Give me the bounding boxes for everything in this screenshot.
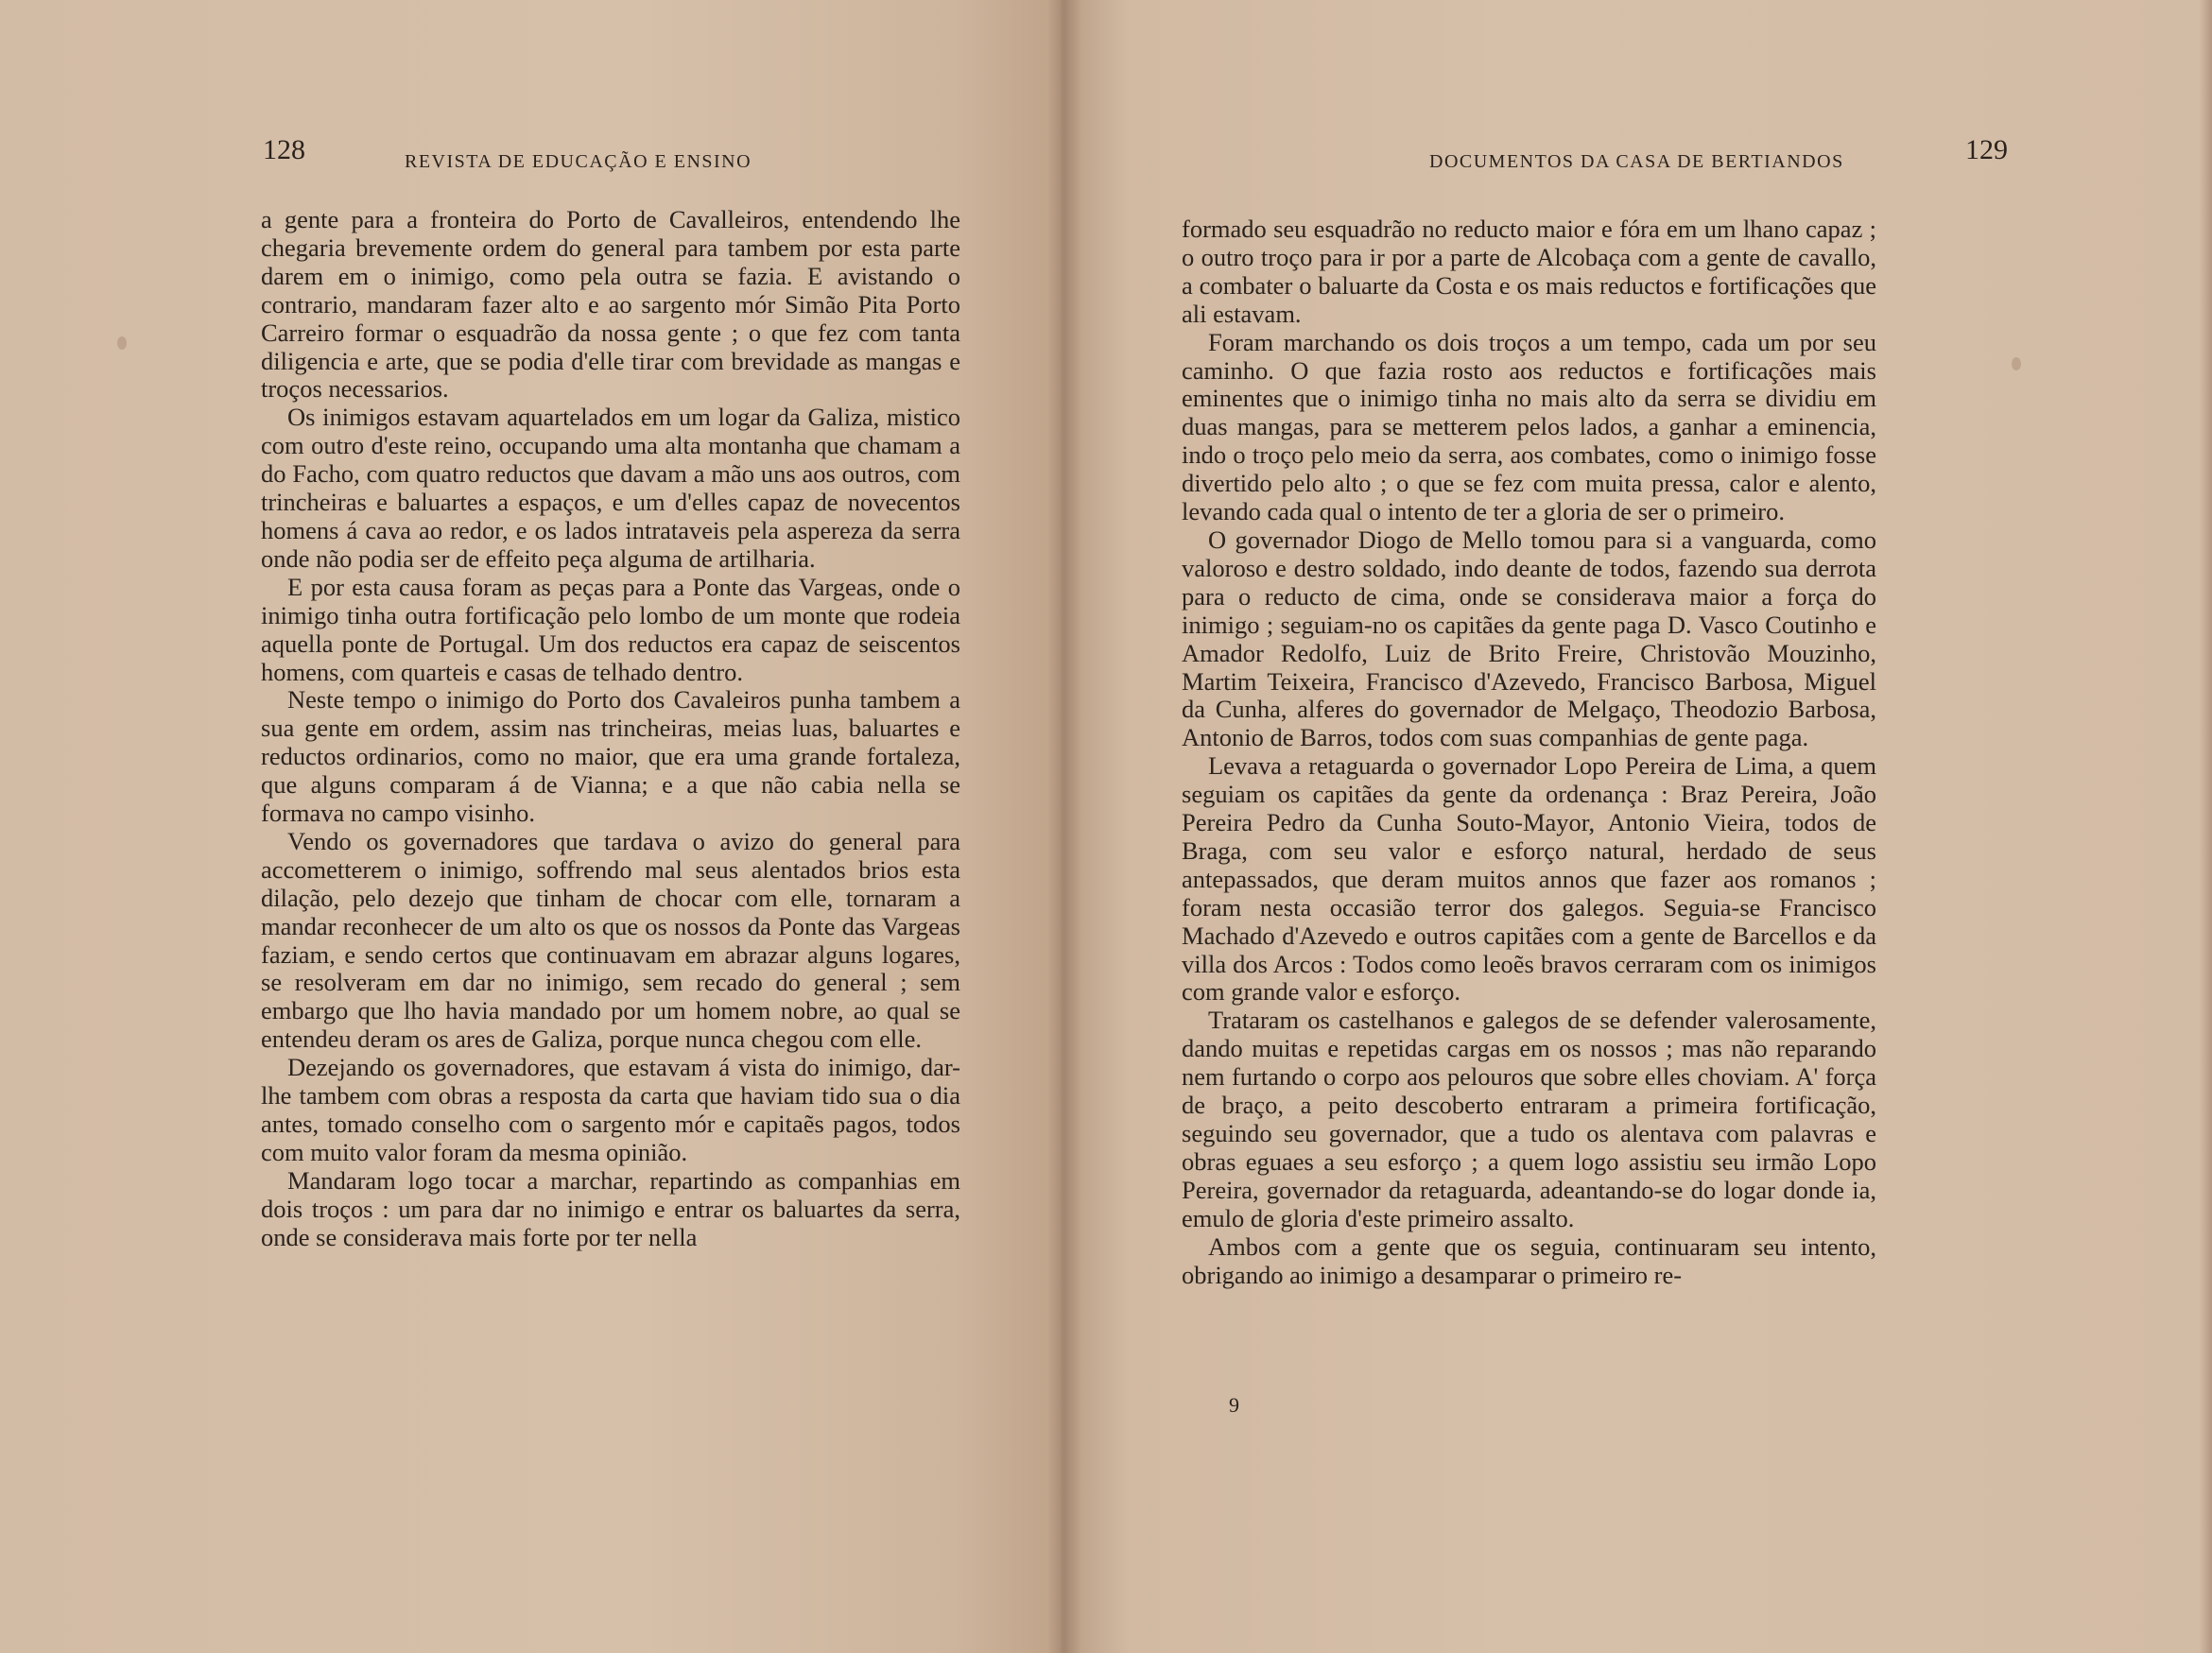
paragraph: Foram marchando os dois troços a um tempo, cada um por seu caminho. O que fazia rosto aos reductos e fortificações mais eminentes que o inimigo tinha no mais alto da serra se dividiu em duas mangas, para se metterem pelos lados, a ganhar a eminencia, indo o troço pelo meio da serra, aos combates, como o inimigo fosse divertido pelo alto ; o que se fez com muita pressa, calor e alento, levando cada qual o intento de ter a gloria de ser o primeiro. [1182,327,1876,526]
paper-speck [117,336,127,350]
paragraph: Mandaram logo tocar a marchar, repartindo as companhias em dois troços : um para dar no inimigo e entrar os baluartes da serra, onde se considerava mais forte por ter nella [261,1165,960,1251]
paper-speck [2012,357,2021,370]
left-running-title: REVISTA DE EDUCAÇÃO E ENSINO [405,151,752,172]
right-page-header [1308,134,2008,178]
right-running-title: DOCUMENTOS DA CASA DE BERTIANDOS [1429,151,1844,172]
paragraph: Os inimigos estavam aquartelados em um logar da Galiza, mistico com outro d'este reino, occupando uma alta montanha que chamam a do Facho, com quatro reductos que davam a mão uns aos outros, com trincheiras e baluartes a espaços, e um d'elles capaz de novecentos homens á cava ao redor, e os lados intrataveis pela aspereza da serra onde não podia ser de effeito peça alguma de artilharia. [261,403,960,573]
paragraph: Trataram os castelhanos e galegos de se defender valerosamente, dando muitas e repetidas cargas em os nossos ; mas não reparando nem furtando o corpo aos pelouros que sobre elles choviam. A' força de braço, a peito descoberto entraram a primeira fortificação, seguindo seu governador, que a tudo os alentava com palavras e obras eguaes a seu esforço ; a quem logo assistiu seu irmão Lopo Pereira, governador da retaguarda, adeantando-se do logar donde ia, emulo de gloria d'este primeiro assalto. [1182,1006,1876,1232]
paragraph: Dezejando os governadores, que estavam á vista do inimigo, dar-lhe tambem com obras a resposta da carta que haviam tido sua o dia antes, tomado conselho com o sargento mór e capitaẽs pagos, todos com muito valor foram da mesma opinião. [261,1053,960,1166]
paragraph: Neste tempo o inimigo do Porto dos Cavaleiros punha tambem a sua gente em ordem, assim nas trincheiras, meias luas, baluartes e reductos ordinarios, como no maior, que era uma grande fortaleza, que alguns comparam á de Vianna; e a que não cabia nella se formava no campo visinho. [261,685,960,828]
page-edge [2199,0,2212,1653]
right-page-number: 129 [1965,134,2008,165]
paragraph: E por esta causa foram as peças para a Ponte das Vargeas, onde o inimigo tinha outra fortificação pelo lombo de um monte que rodeia aquella ponte de Portugal. Um dos reductos era capaz de seiscentos homens, com quarteis e casas de telhado dentro. [261,572,960,686]
paragraph: O governador Diogo de Mello tomou para si a vanguarda, como valoroso e destro soldado, indo deante de todos, fazendo sua derrota para o reducto de cima, onde se considerava maior a força do inimigo ; seguiam-no os capitães da gente paga D. Vasco Coutinho e Amador Redolfo, Luiz de Brito Freire, Christovão Mouzinho, Martim Teixeira, Francisco d'Azevedo, Francisco Barbosa, Miguel da Cunha, alferes do governador de Melgaço, Theodozio Barbosa, Antonio de Barros, todos com suas companhias de gente paga. [1182,525,1876,752]
left-page-body [261,206,960,1252]
paragraph: formado seu esquadrão no reducto maior e fóra em um lhano capaz ; o outro troço para ir por a parte de Alcobaça com a gente de cavallo, a combater o baluarte da Costa e os mais reductos e fortificações que ali estavam. [1182,215,1876,328]
left-page-header [263,134,943,178]
left-page-number: 128 [263,134,305,165]
right-page [1061,0,2212,1653]
book-gutter [1047,0,1081,1653]
paragraph: Ambos com a gente que os seguia, continuaram seu intento, obrigando ao inimigo a desamparar o primeiro re- [1182,1231,1876,1289]
right-page-body [1182,215,1876,1289]
paragraph: Vendo os governadores que tardava o avizo do general para accometterem o inimigo, soffrendo mal seus alentados brios esta dilação, pelo dezejo que tinham de chocar com elle, tornaram a mandar reconhecer de um alto os que os nossos da Ponte das Vargeas faziam, e sendo certos que continuavam em abrazar alguns logares, se resolveram em dar no inimigo, sem recado do general ; sem embargo que lho havia mandado por um homem nobre, ao qual se entendeu deram os ares de Galiza, porque nunca chegou com elle. [261,826,960,1054]
paragraph: a gente para a fronteira do Porto de Cavalleiros, entendendo lhe chegaria brevemente ordem do general para tambem por esta parte darem em o inimigo, como pela outra se fazia. E avistando o contrario, mandaram fazer alto e ao sargento mór Simão Pita Porto Carreiro formar o esquadrão da nossa gente ; o que fez com tanta diligencia e arte, que se podia d'elle tirar com brevidade as mangas e troços necessarios. [261,205,960,404]
signature-mark: 9 [1229,1393,1239,1417]
left-page [0,0,1061,1653]
paragraph: Levava a retaguarda o governador Lopo Pereira de Lima, a quem seguiam os capitães da gente da ordenança : Braz Pereira, João Pereira Pedro da Cunha Souto-Mayor, Antonio Vieira, todos de Braga, com seu valor e esforço natural, herdado de seus antepassados, que deram muitos annos que fazer aos romanos ; foram nesta occasião terror dos galegos. Seguia-se Francisco Machado d'Azevedo e outros capitães com a gente de Barcellos e da villa dos Arcos : Todos como leoẽs bravos cerraram com os inimigos com grande valor e esforço. [1182,751,1876,1007]
